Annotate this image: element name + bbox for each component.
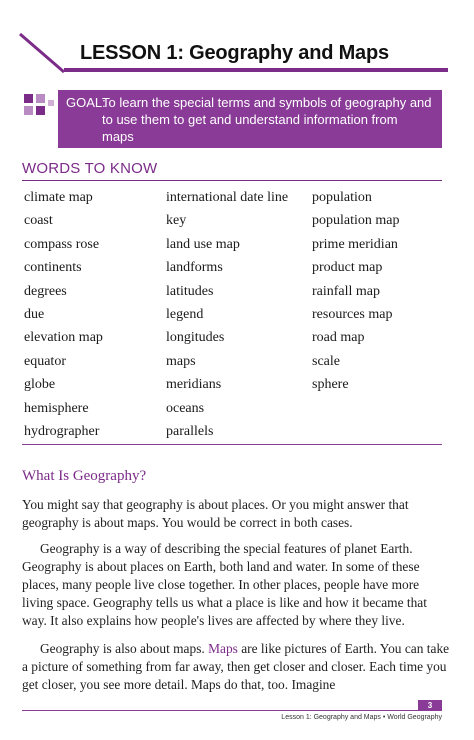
goal-box xyxy=(58,90,442,148)
vocabulary-word: globe xyxy=(24,377,56,393)
term-maps: Maps xyxy=(208,641,238,656)
vocabulary-word: population xyxy=(312,190,372,205)
vocabulary-word: oceans xyxy=(166,400,205,416)
vocabulary-word: international date line xyxy=(166,190,289,205)
lesson-header xyxy=(18,32,448,78)
vocabulary-word: latitudes xyxy=(166,283,214,299)
vocabulary-word: maps xyxy=(166,353,196,369)
vocabulary-word: compass rose xyxy=(24,236,100,252)
word-column-1 xyxy=(24,186,103,443)
vocabulary-word: hemisphere xyxy=(24,400,89,416)
vocabulary-word: road map xyxy=(312,330,365,346)
paragraph-3-intro: Geography is also about maps. xyxy=(40,641,209,656)
vocabulary-word: degrees xyxy=(24,283,67,299)
footer-text: Lesson 1: Geography and Maps • World Geography xyxy=(281,714,442,721)
vocabulary-word: sphere xyxy=(312,377,349,393)
vocabulary-word: key xyxy=(166,213,187,229)
goal-squares-icon xyxy=(24,94,54,124)
word-column-2 xyxy=(166,186,288,443)
goal-text: To learn the special terms and symbols of geography and to use them to get and understand information from maps xyxy=(102,95,432,144)
vocabulary-word: landforms xyxy=(166,260,223,276)
vocabulary-word: legend xyxy=(166,307,204,323)
vocabulary-word: population map xyxy=(312,213,400,229)
word-column-3 xyxy=(312,186,400,397)
vocabulary-word: rainfall map xyxy=(312,283,381,299)
paragraph-3-rest: are like pictures of Earth. You can take a picture of something from far away, then get closer and closer. Each time you get closer, you see more detail. Maps do that, too. Imagine xyxy=(22,641,450,692)
vocabulary-word: product map xyxy=(312,260,383,276)
section-divider xyxy=(22,444,442,445)
vocabulary-word: scale xyxy=(312,353,340,369)
vocabulary-word: meridians xyxy=(166,377,222,393)
section-heading: What Is Geography? xyxy=(22,468,147,484)
vocabulary-word: resources map xyxy=(312,307,393,323)
vocabulary-word: land use map xyxy=(166,236,240,252)
paragraph-2: Geography is a way of describing the special features of planet Earth. Geography is about places on Earth, both land and water. In some of these places, many people live close together. In other places, people have more living space. Geography tells us what a place is like and how it became that way. It also explains how people's lives are affected by where they live. xyxy=(22,541,427,628)
footer-rule xyxy=(22,710,442,711)
vocabulary-word: coast xyxy=(24,213,53,229)
goal-label: GOAL: xyxy=(66,95,106,110)
vocabulary-word: climate map xyxy=(24,190,93,205)
vocabulary-word: equator xyxy=(24,353,66,369)
vocabulary-word: continents xyxy=(24,260,82,276)
vocabulary-word: prime meridian xyxy=(312,236,398,252)
words-to-know-rule xyxy=(22,180,442,181)
words-to-know-heading: WORDS TO KNOW xyxy=(22,160,158,177)
paragraph-1: You might say that geography is about places. Or you might answer that geography is about maps. You would be correct in both cases. xyxy=(22,497,409,530)
page-number: 3 xyxy=(418,700,442,711)
vocabulary-word: parallels xyxy=(166,424,214,440)
lesson-title-underline xyxy=(64,68,448,72)
vocabulary-word: longitudes xyxy=(166,330,225,346)
vocabulary-word: elevation map xyxy=(24,330,103,346)
vocabulary-word: hydrographer xyxy=(24,424,100,440)
paragraph-3 xyxy=(22,640,452,694)
vocabulary-word: due xyxy=(24,307,45,323)
lesson-title: LESSON 1: Geography and Maps xyxy=(80,42,389,64)
